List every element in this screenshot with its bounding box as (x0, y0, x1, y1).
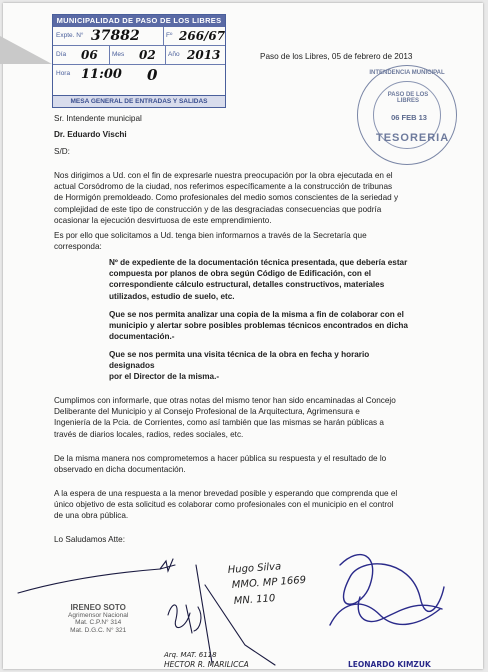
await-line: único objetivo de esta solicitud es colaborar como profesionales con el municipio en el control (54, 500, 394, 510)
request-item-line: Que se nos permita analizar una copia de la misma a fin de colaborar con el (109, 310, 404, 319)
soto-line-2: Agrimensor Nacional (68, 611, 129, 619)
request-item-1 (109, 257, 414, 302)
signature-stroke-blue-2 (358, 597, 442, 622)
request-item-line: municipio y alertar sobre posibles problemas técnicos encontrados en dicha (109, 321, 408, 331)
silva-line-2: MMO. MP 1669 (231, 574, 307, 591)
inform-line: Cumplimos con informarle, que otras notas del mismo tenor han sido encaminadas al Concejo (54, 396, 396, 405)
closing: Lo Saludamos Atte: (54, 535, 126, 544)
inform-line: través de diarios locales, radios, redes sociales, etc. (54, 429, 244, 439)
await-paragraph (54, 488, 397, 522)
stamp-row-hora (53, 65, 225, 85)
request-item-line: compuesta por planos de obra según Código de Edificación, con el (109, 269, 372, 279)
request-item-line: utilizados, estudio de suelo, etc. (109, 291, 235, 301)
stamp-row-expte (53, 27, 225, 46)
folded-corner (0, 36, 52, 64)
request-item-line: Que se nos permita una visita técnica de la obra en fecha y horario designados (109, 350, 370, 371)
await-line: de una obra pública. (54, 511, 129, 521)
soto-line-4: Mat. D.G.C. N° 321 (70, 626, 127, 634)
request-item-3 (109, 349, 414, 383)
kimzuk-name: LEONARDO KIMZUK (348, 660, 431, 669)
request-line: Es por ello que solicitamos a Ud. tenga bien informarnos a través de la Secretaría que (54, 231, 367, 240)
seal-city: PASO DE LOS LIBRES (387, 92, 429, 104)
stamp-expte-label: Expte. N° (56, 32, 84, 39)
mm-line-2: HECTOR R. MARILICCA (164, 660, 249, 669)
request-item-line: correspondiente cálculo estructural, detalles constructivos, materiales (109, 280, 385, 290)
soto-line-3: Mat. C.P.N° 314 (75, 619, 122, 627)
silva-line-1: Hugo Silva (227, 561, 282, 576)
stamp-row-date (53, 46, 225, 65)
soto-name: IRENEO SOTO (70, 603, 126, 612)
intro-line: ocasionar la ejecución desvirtuosa de este emprendimiento. (54, 215, 272, 225)
inform-paragraph (54, 395, 396, 440)
seal-ring-bottom: TESORERIA (376, 132, 450, 144)
stamp-expte-value: 37882 (91, 28, 140, 44)
stamp-dia-value: 06 (81, 48, 98, 62)
mm-line-1: Arq. MAT. 6118 (164, 651, 217, 659)
stamp-folio-label: Fº (166, 32, 173, 39)
treasury-seal (357, 65, 457, 165)
recipient-title: Sr. Intendente municipal (54, 114, 142, 123)
request-item-line: por el Director de la misma.- (109, 372, 220, 382)
stamp-header: MUNICIPALIDAD DE PASO DE LOS LIBRES (53, 15, 225, 27)
soto-signature-block (68, 604, 128, 634)
stamp-hora-label: Hora (56, 70, 71, 77)
public-line: De la misma manera nos comprometemos a hacer pública su respuesta y el resultado de lo (54, 454, 387, 463)
public-line: observado en dicha documentación. (54, 465, 186, 475)
stamp-mes-value: 02 (139, 48, 156, 62)
stamp-mes-label: Mes (112, 51, 125, 58)
request-item-line: documentación.- (109, 332, 175, 342)
request-paragraph (54, 230, 367, 252)
request-item-2 (109, 309, 414, 343)
intro-line: de Hormigón premoldeado. Como profesionales del medio somos conscientes de la seriedad y (54, 193, 399, 203)
stamp-hora-extra: 0 (147, 66, 158, 84)
intro-line: actual Corsódromo de la ciudad, nos referimos específicamente a la construcción de tribunas (54, 182, 393, 192)
seal-ring-top: INTENDENCIA MUNICIPAL (369, 70, 445, 76)
stamp-dia-label: Día (56, 51, 67, 58)
intro-line: complejidad de este tipo de construcción y de las desgraciadas consecuencias que podría (54, 204, 382, 214)
intro-paragraph (54, 170, 398, 226)
signature-stroke-mm (168, 605, 201, 633)
stamp-ano-value: 2013 (187, 48, 221, 62)
stamp-footer: MESA GENERAL DE ENTRADAS Y SALIDAS (53, 95, 225, 107)
recipient-name: Dr. Eduardo Vischi (54, 130, 127, 139)
stamp-ano-label: Año (168, 51, 180, 58)
seal-date: 06 FEB 13 (391, 113, 427, 122)
stamp-folio-value: 266/67 (179, 29, 226, 43)
place-date: Paso de los Libres, 05 de febrero de 2013 (260, 52, 413, 61)
signature-stroke-blue-1 (340, 555, 444, 612)
request-item-line: Nº de expediente de la documentación técnica presentada, que debería estar (109, 258, 408, 267)
entry-stamp (52, 14, 226, 108)
stamp-hora-value: 11:00 (81, 67, 122, 82)
silva-line-3: MN. 110 (233, 593, 276, 607)
public-paragraph (54, 453, 386, 475)
await-line: A la espera de una respuesta a la menor brevedad posible y esperando que comprenda que el (54, 489, 398, 498)
inform-line: Ingeniería de la Pcia. de Corrientes, como así también que las mismas se harán públicas a (54, 418, 384, 428)
recipient-place: S/D: (54, 147, 70, 156)
signature-stroke-left (18, 565, 175, 593)
inform-line: Deliberante del Municipio y al Consejo Profesional de la Arquitectura, Agrimensura e (54, 407, 360, 417)
intro-line: Nos dirigimos a Ud. con el fin de expresarle nuestra preocupación por la obra ejecutada en el (54, 171, 393, 180)
request-line: corresponda: (54, 242, 102, 252)
